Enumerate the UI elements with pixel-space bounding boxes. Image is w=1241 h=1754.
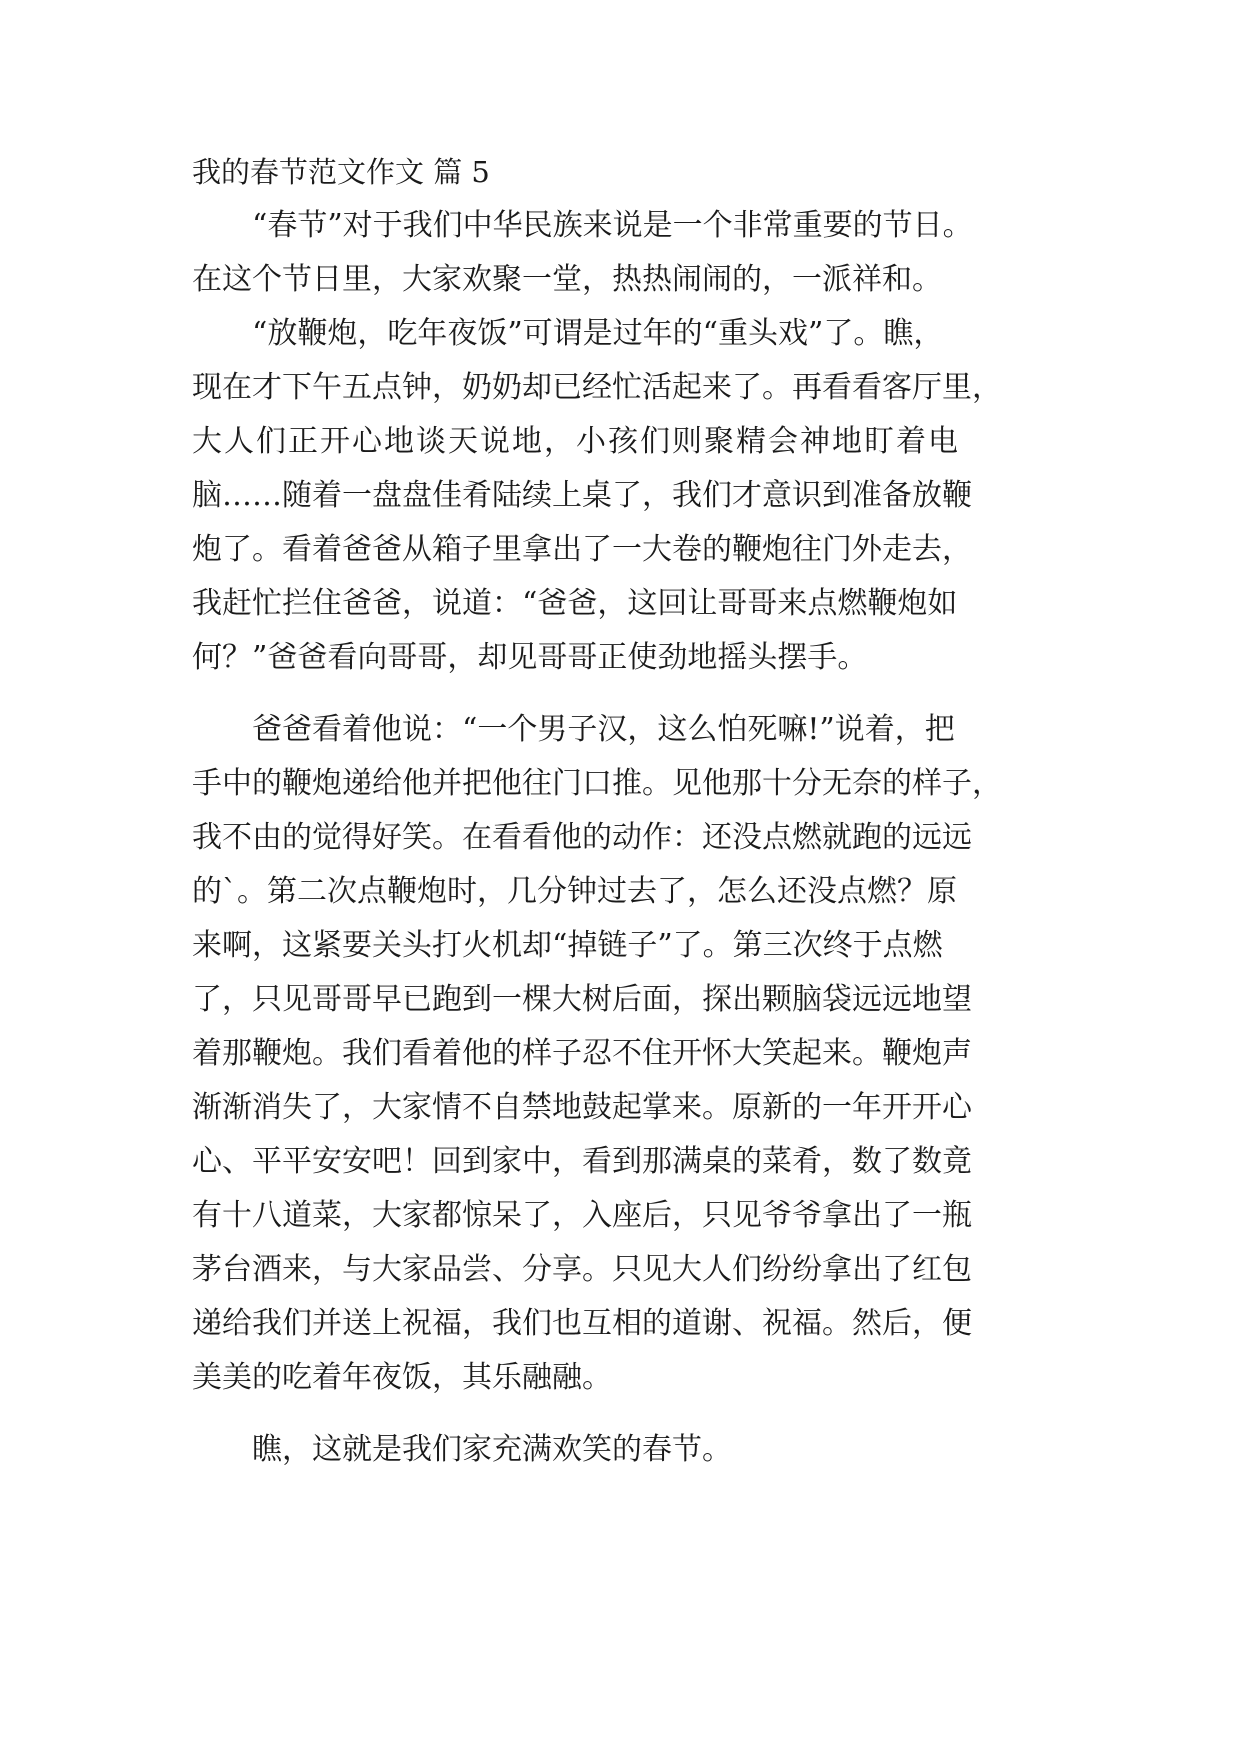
paragraph-line: “放鞭炮，吃年夜饭”可谓是过年的“重头戏”了。瞧， xyxy=(252,316,944,351)
paragraph-line: 脑……随着一盘盘佳肴陆续上桌了，我们才意识到准备放鞭 xyxy=(192,478,972,513)
paragraph-line: 我不由的觉得好笑。在看看他的动作：还没点燃就跑的远远 xyxy=(192,820,972,855)
paragraph-line: 何？”爸爸看向哥哥，却见哥哥正使劲地摇头摆手。 xyxy=(192,640,868,675)
paragraph-line: 瞧，这就是我们家充满欢笑的春节。 xyxy=(252,1432,732,1467)
paragraph-line: 来啊，这紧要关头打火机却“掉链子”了。第三次终于点燃 xyxy=(192,928,943,963)
paragraph-line: 心、平平安安吧！回到家中，看到那满桌的菜肴，数了数竟 xyxy=(192,1144,972,1179)
document-title: 我的春节范文作文 篇 5 xyxy=(192,155,490,189)
paragraph-line: 着那鞭炮。我们看着他的样子忍不住开怀大笑起来。鞭炮声 xyxy=(192,1036,972,1071)
paragraph-line: 美美的吃着年夜饭，其乐融融。 xyxy=(192,1360,612,1395)
paragraph-line: 在这个节日里，大家欢聚一堂，热热闹闹的，一派祥和。 xyxy=(192,262,942,297)
paragraph-line: 手中的鞭炮递给他并把他往门口推。见他那十分无奈的样子， xyxy=(192,766,1002,801)
paragraph-line: 现在才下午五点钟，奶奶却已经忙活起来了。再看看客厅里， xyxy=(192,370,1002,405)
paragraph-line: 的`。第二次点鞭炮时，几分钟过去了，怎么还没点燃？原 xyxy=(192,874,957,909)
paragraph-line: 了，只见哥哥早已跑到一棵大树后面，探出颗脑袋远远地望 xyxy=(192,982,972,1017)
paragraph-line: 我赶忙拦住爸爸，说道：“爸爸，这回让哥哥来点燃鞭炮如 xyxy=(192,586,958,621)
paragraph-line: 爸爸看着他说：“一个男子汉，这么怕死嘛!”说着，把 xyxy=(252,712,955,747)
paragraph-line: 有十八道菜，大家都惊呆了，入座后，只见爷爷拿出了一瓶 xyxy=(192,1198,972,1233)
paragraph-line: 大人们正开心地谈天说地，小孩们则聚精会神地盯着电 xyxy=(192,424,960,459)
paragraph-line: “春节”对于我们中华民族来说是一个非常重要的节日。 xyxy=(252,208,973,243)
paragraph-line: 茅台酒来，与大家品尝、分享。只见大人们纷纷拿出了红包 xyxy=(192,1252,972,1287)
paragraph-line: 渐渐消失了，大家情不自禁地鼓起掌来。原新的一年开开心 xyxy=(192,1090,972,1125)
paragraph-line: 递给我们并送上祝福，我们也互相的道谢、祝福。然后，便 xyxy=(192,1306,972,1341)
paragraph-line: 炮了。看着爸爸从箱子里拿出了一大卷的鞭炮往门外走去， xyxy=(192,532,972,567)
